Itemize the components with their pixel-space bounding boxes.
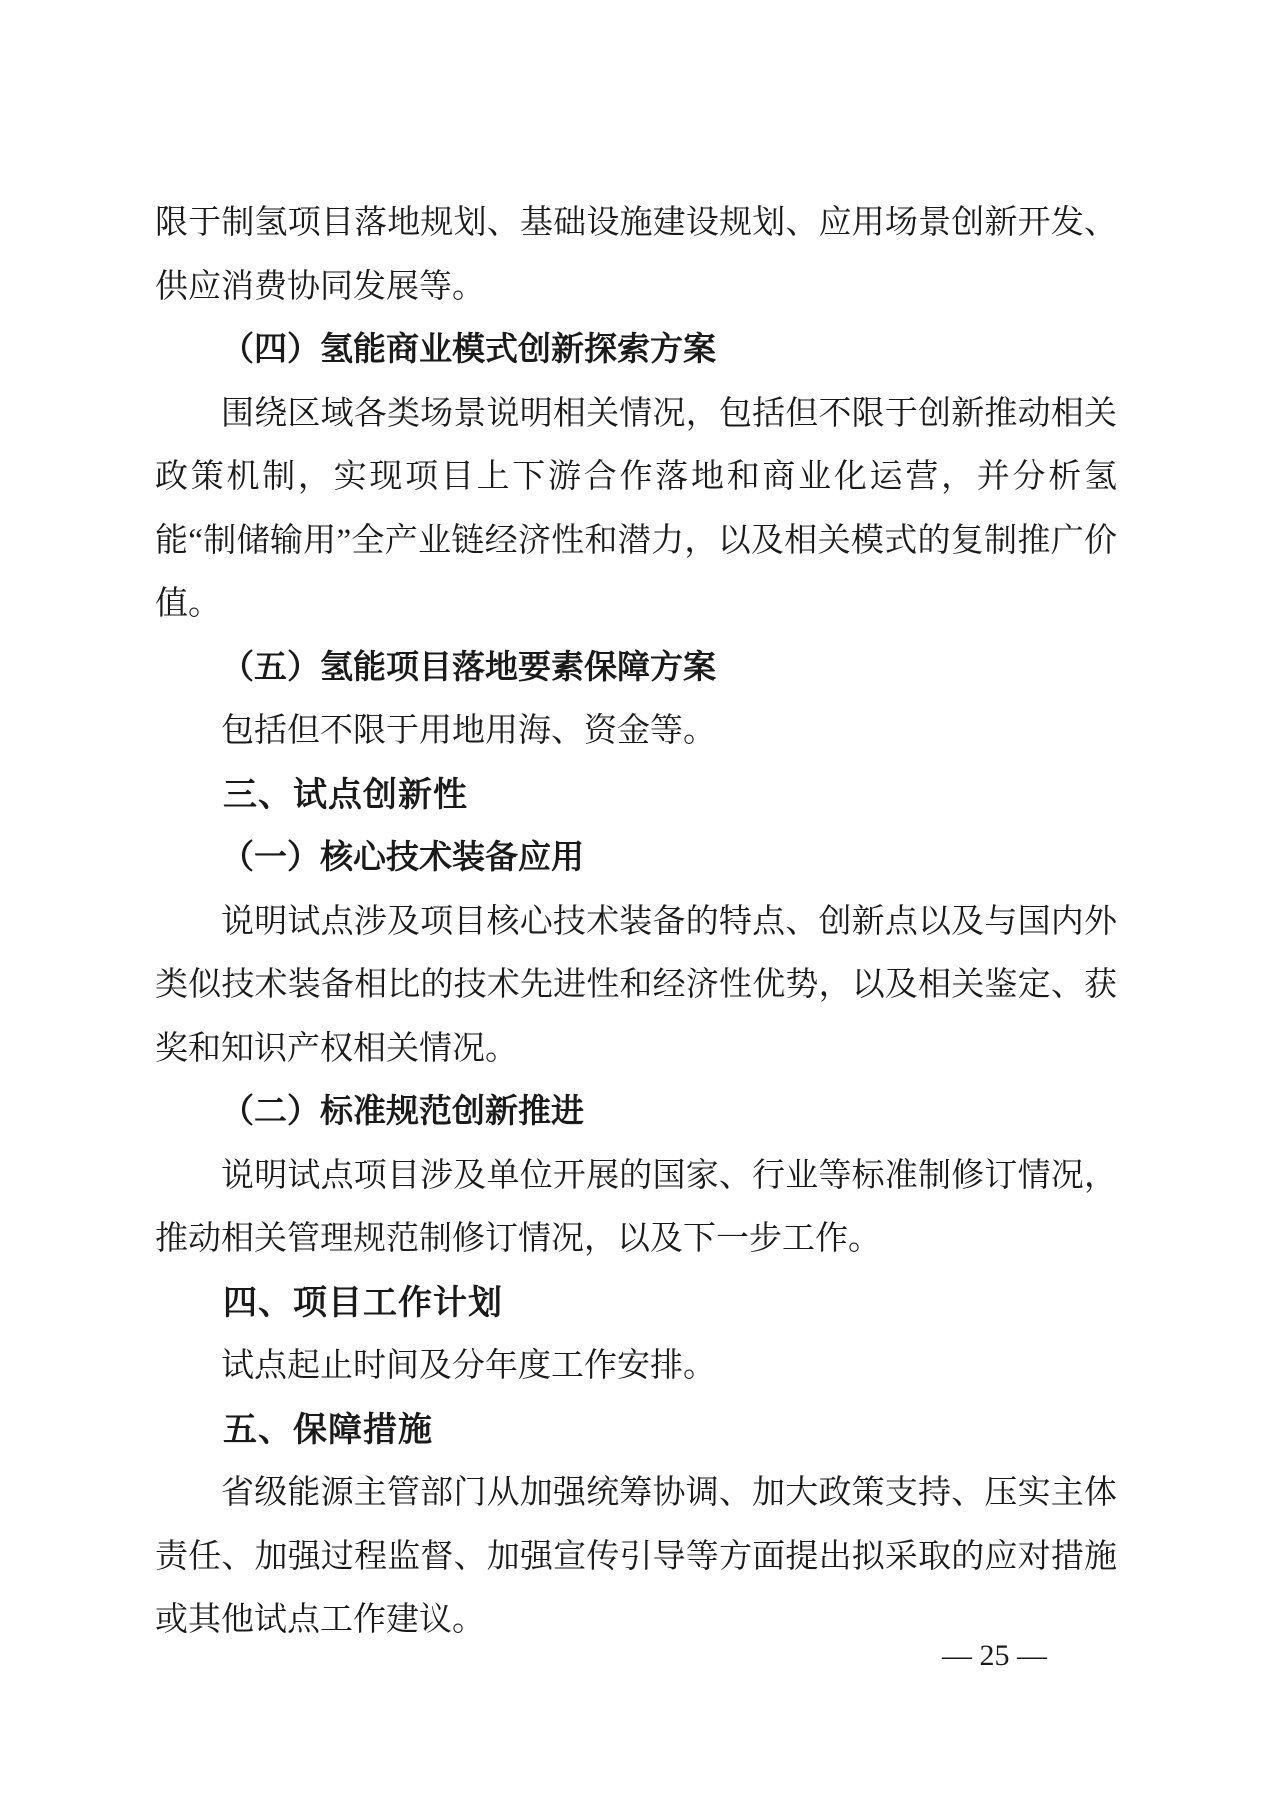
subsection-heading: （二）标准规范创新推进 bbox=[221, 1094, 584, 1130]
section-heading: 四、项目工作计划 bbox=[223, 1283, 503, 1322]
subsection-heading: （一）核心技术装备应用 bbox=[221, 840, 584, 876]
paragraph: 试点起止时间及分年度工作安排。 bbox=[221, 1348, 716, 1384]
page-number: — 25 — bbox=[942, 1639, 1047, 1672]
subsection-heading: （五）氢能项目落地要素保障方案 bbox=[221, 649, 716, 686]
section-heading: 三、试点创新性 bbox=[223, 775, 468, 814]
subsection-heading: （四）氢能商业模式创新探索方案 bbox=[221, 332, 716, 368]
paragraph: 说明试点涉及项目核心技术装备的特点、创新点以及与国内外类似技术装备相比的技术先进性和经济性优势，以及相关鉴定、获奖和知识产权相关情况。 bbox=[155, 903, 1117, 1067]
paragraph: 围绕区域各类场景说明相关情况，包括但不限于创新推动相关政策机制，实现项目上下游合作落地和商业化运营，并分析氢能“制储输用”全产业链经济性和潜力，以及相关模式的复制推广价值。 bbox=[155, 395, 1117, 622]
paragraph: 包括但不限于用地用海、资金等。 bbox=[221, 713, 716, 749]
paragraph: 省级能源主管部门从加强统筹协调、加大政策支持、压实主体责任、加强过程监督、加强宣传引导等方面提出拟采取的应对措施或其他试点工作建议。 bbox=[155, 1475, 1117, 1638]
document-body bbox=[155, 192, 1117, 1653]
section-heading: 五、保障措施 bbox=[223, 1410, 433, 1449]
paragraph: 说明试点项目涉及单位开展的国家、行业等标准制修订情况，推动相关管理规范制修订情况，以及下一步工作。 bbox=[155, 1157, 1117, 1257]
paragraph: 限于制氢项目落地规划、基础设施建设规划、应用场景创新开发、供应消费协同发展等。 bbox=[155, 205, 1117, 305]
